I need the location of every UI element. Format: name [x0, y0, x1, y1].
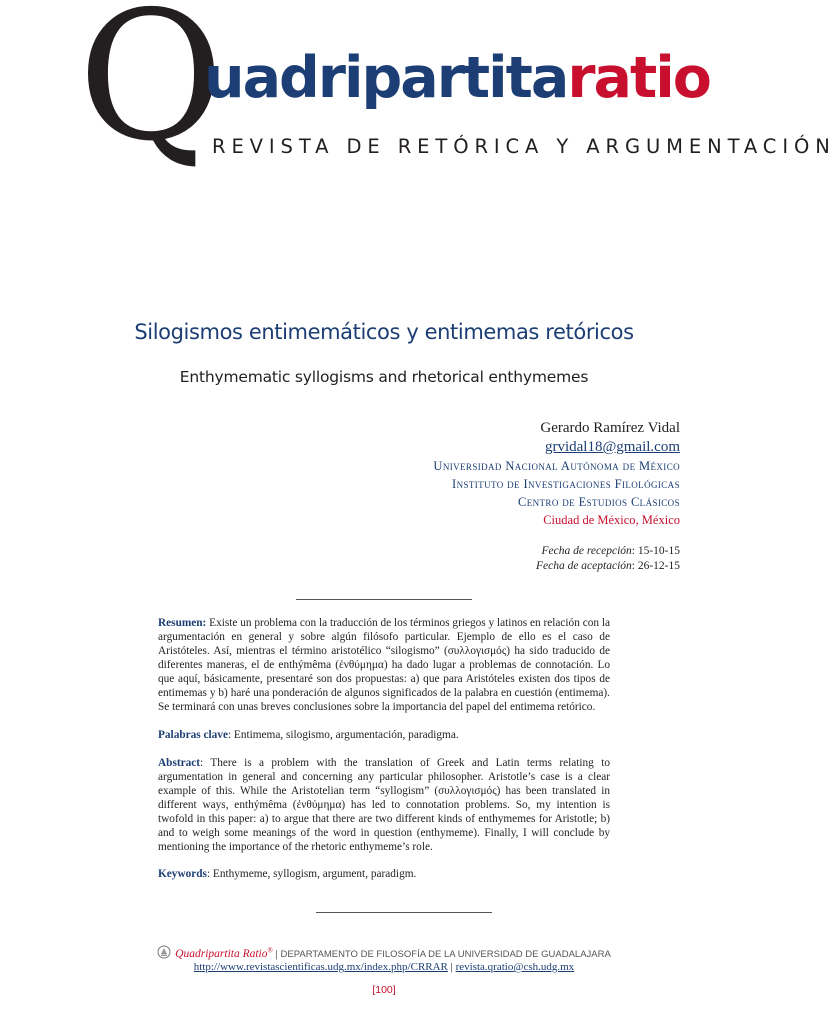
- keywords-text: : Enthymeme, syllogism, argument, paradigm.: [206, 868, 417, 880]
- article-title: Silogismos entimemáticos y entimemas retóricos: [134, 320, 634, 344]
- footer-department: DEPARTAMENTO DE FILOSOFÍA DE LA UNIVERSIDAD DE GUADALAJARA: [280, 949, 611, 960]
- keywords-label: Keywords: [158, 868, 207, 880]
- palabras-clave-paragraph: [158, 728, 610, 742]
- footer-journal-name: Quadripartita Ratio: [175, 948, 268, 960]
- university-seal-icon: [157, 945, 171, 959]
- author-name: Gerardo Ramírez Vidal: [540, 420, 680, 436]
- palabras-clave-label: Palabras clave: [158, 729, 228, 741]
- resumen-label: Resumen:: [158, 617, 207, 629]
- page-number: [100]: [372, 984, 396, 996]
- logo-word-blue: uadripartita: [204, 45, 568, 111]
- journal-logo-wordmark: [204, 45, 710, 111]
- received-date: [542, 545, 680, 557]
- divider-bottom: [316, 912, 492, 913]
- footer-separator: |: [272, 948, 281, 960]
- received-label: Fecha de recepción: [541, 545, 632, 557]
- palabras-clave-text: : Entimema, silogismo, argumentación, paradigma.: [227, 729, 459, 741]
- affiliation-city: Ciudad de México, México: [543, 513, 680, 527]
- keywords-paragraph: [158, 867, 610, 881]
- footer-contact-email-link[interactable]: revista.qratio@csh.udg.mx: [455, 961, 575, 973]
- abstract-paragraph: [158, 756, 610, 854]
- footer-separator-2: |: [447, 961, 456, 973]
- received-value: : 15-10-15: [631, 545, 680, 557]
- divider-top: [296, 599, 472, 600]
- affiliation-center: Centro de Estudios Clásicos: [518, 495, 680, 509]
- accepted-date: [536, 560, 680, 572]
- abstract-text: : There is a problem with the translation of Greek and Latin terms relating to argumentation in general and concerning any particular philosopher. Aristotle’s case is a clear example of this. While the Aristotelian term “syllogism” (συλλογισμός) has been translated in different ways, enthýmêma (ἐνθύμημα) has led to connotation problems. So, my intention is twofold in this paper: a) to argue that there are two different kinds of enthymemes for Aristotle; b) and to weigh some meanings of the word in question (enthymeme). Finally, I will conclude by mentioning the importance of the rhetoric enthymeme’s role.: [158, 757, 610, 853]
- affiliation-university: Universidad Nacional Autónoma de México: [433, 459, 680, 473]
- journal-logo-q: Q: [78, 0, 224, 180]
- article-subtitle: Enthymematic syllogisms and rhetorical enthymemes: [179, 368, 589, 386]
- logo-word-red: ratio: [567, 45, 710, 111]
- journal-tagline: REVISTA DE RETÓRICA Y ARGUMENTACIÓN: [212, 135, 836, 158]
- accepted-label: Fecha de aceptación: [535, 560, 632, 572]
- footer-links-line: [0, 961, 768, 973]
- resumen-text: Existe un problema con la traducción de los términos griegos y latinos en relación con la argumentación en general y sobre algún filósofo particular. Ejemplo de ello es el caso de Aristóteles. Así, mientras el término aristotélico “silogismo” (συλλογισμός) ha sido traducido de diferentes maneras, el de enthýmêma (ἐνθύμημα) ha dado lugar a problemas de connotación. Lo que aquí, básicamente, presentaré son dos propuestas: a) que para Aristóteles existen dos tipos de entimemas y b) haré una ponderación de algunos significados de la palabra en cuestión (entimema). Se terminará con unas breves conclusiones sobre la importancia del papel del entimema retórico.: [158, 617, 610, 713]
- author-email-link[interactable]: grvidal18@gmail.com: [544, 439, 680, 455]
- footer-journal-line: [0, 945, 768, 960]
- resumen-paragraph: [158, 616, 610, 714]
- footer-registered-mark: ®: [267, 946, 273, 955]
- accepted-value: : 26-12-15: [631, 560, 680, 572]
- affiliation-institute: Instituto de Investigaciones Filológicas: [452, 477, 680, 491]
- footer-journal-url-link[interactable]: http://www.revistascientificas.udg.mx/index.php/CRRAR: [193, 961, 448, 973]
- abstract-label: Abstract: [158, 757, 201, 769]
